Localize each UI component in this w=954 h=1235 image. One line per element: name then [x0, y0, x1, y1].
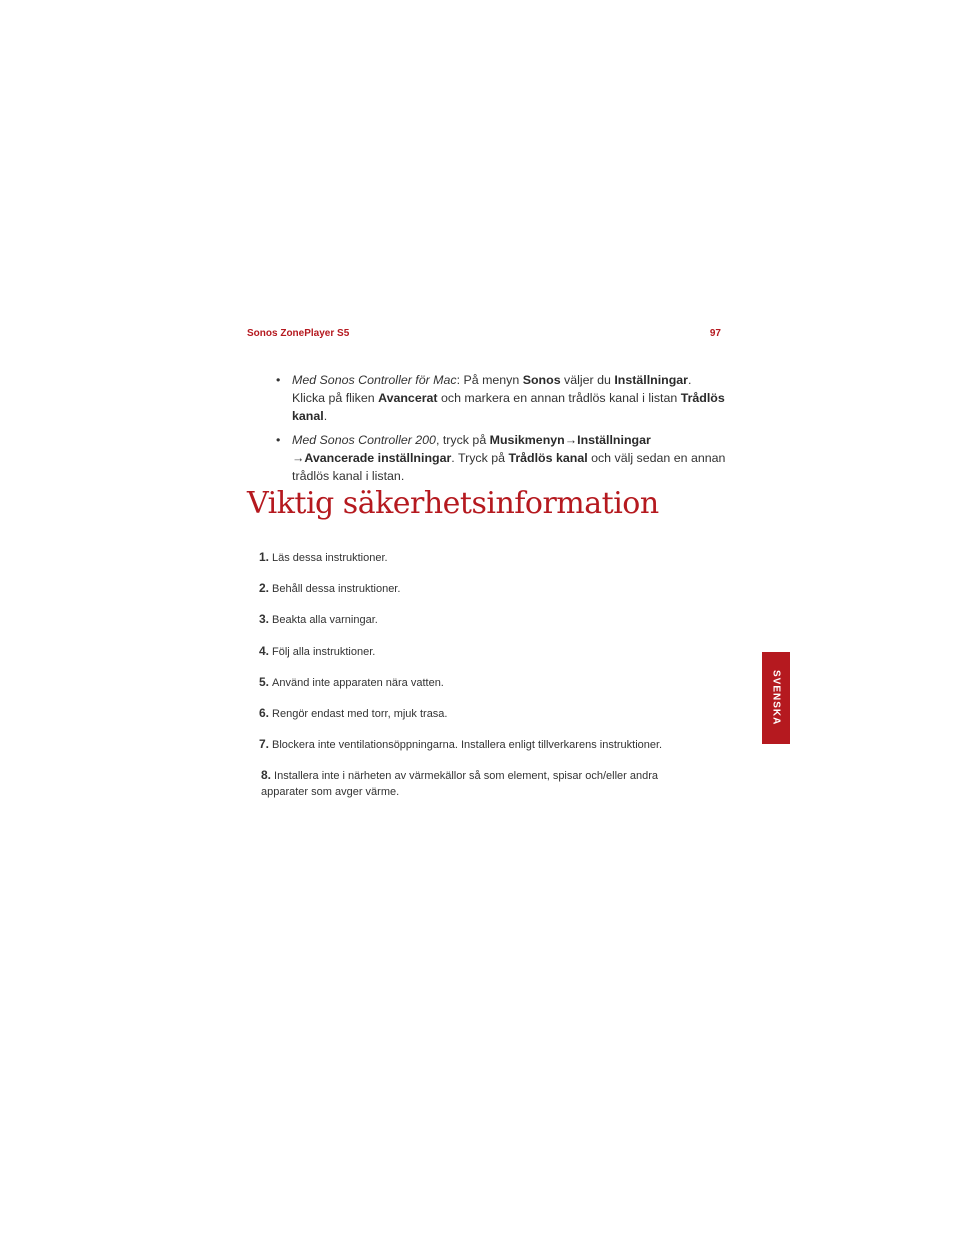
menu-term: Musikmenyn	[489, 433, 565, 447]
item-number: 7.	[259, 737, 270, 751]
item-number: 6.	[259, 706, 270, 720]
item-text: Rengör endast med torr, mjuk trasa.	[272, 708, 448, 720]
menu-term: Avancerade inställningar	[304, 451, 452, 465]
list-item	[259, 643, 729, 660]
arrow-glyph: →	[564, 433, 578, 447]
language-tab	[762, 652, 790, 744]
item-text: Blockera inte ventilationsöppningarna. Installera enligt tillverkarens instruktioner.	[272, 739, 663, 751]
menu-term: Avancerat	[378, 391, 438, 405]
arrow-glyph: →	[292, 451, 305, 465]
bullet-text	[292, 373, 725, 423]
item-text: Installera inte i närheten av värmekällor så som element, spisar och/eller andra apparater som avger värme.	[261, 770, 658, 798]
controller-name: Med Sonos Controller för Mac	[292, 373, 457, 387]
bullet-marker: •	[276, 433, 281, 447]
menu-term: Sonos	[522, 373, 561, 387]
text-run: , tryck på	[435, 433, 490, 447]
section-title: Viktig säkerhetsinformation	[247, 486, 659, 521]
list-item	[259, 705, 729, 722]
menu-term: Inställningar	[614, 373, 688, 387]
text-run: . Tryck på	[451, 451, 509, 465]
item-text: Läs dessa instruktioner.	[272, 552, 388, 564]
bullet-text	[292, 433, 725, 483]
page-number: 97	[709, 328, 721, 339]
item-text: Följ alla instruktioner.	[272, 646, 376, 658]
list-item	[259, 611, 729, 628]
running-header-title: Sonos ZonePlayer S5	[247, 328, 350, 339]
item-number: 4.	[259, 644, 270, 658]
controller-name: Med Sonos Controller 200	[292, 433, 436, 447]
text-run: och välj sedan en annan trådlös kanal i listan.	[292, 451, 726, 483]
controller-instructions-list	[276, 371, 726, 491]
item-number: 5.	[259, 675, 270, 689]
item-number: 1.	[259, 550, 270, 564]
list-item	[259, 767, 691, 800]
text-run: : På menyn	[456, 373, 523, 387]
bullet-item-cr200	[276, 431, 726, 485]
item-number: 8.	[261, 768, 272, 782]
item-text: Behåll dessa instruktioner.	[272, 583, 401, 595]
bullet-item-mac	[276, 371, 726, 425]
text-run: . Klicka på fliken	[292, 373, 692, 405]
text-run: väljer du	[560, 373, 615, 387]
item-number: 3.	[259, 612, 270, 626]
menu-term: Trådlös kanal	[292, 391, 725, 423]
item-number: 2.	[259, 581, 270, 595]
bullet-marker: •	[276, 373, 281, 387]
item-text: Beakta alla varningar.	[272, 614, 378, 626]
language-tab-label: SVENSKA	[770, 670, 782, 726]
item-text: Använd inte apparaten nära vatten.	[272, 677, 444, 689]
list-item	[259, 674, 729, 691]
menu-term: Trådlös kanal	[508, 451, 588, 465]
menu-term: Inställningar	[577, 433, 651, 447]
list-item	[259, 580, 729, 597]
text-run: .	[323, 409, 328, 423]
text-run: och markera en annan trådlös kanal i listan	[437, 391, 681, 405]
list-item	[259, 549, 729, 566]
list-item	[259, 736, 729, 753]
